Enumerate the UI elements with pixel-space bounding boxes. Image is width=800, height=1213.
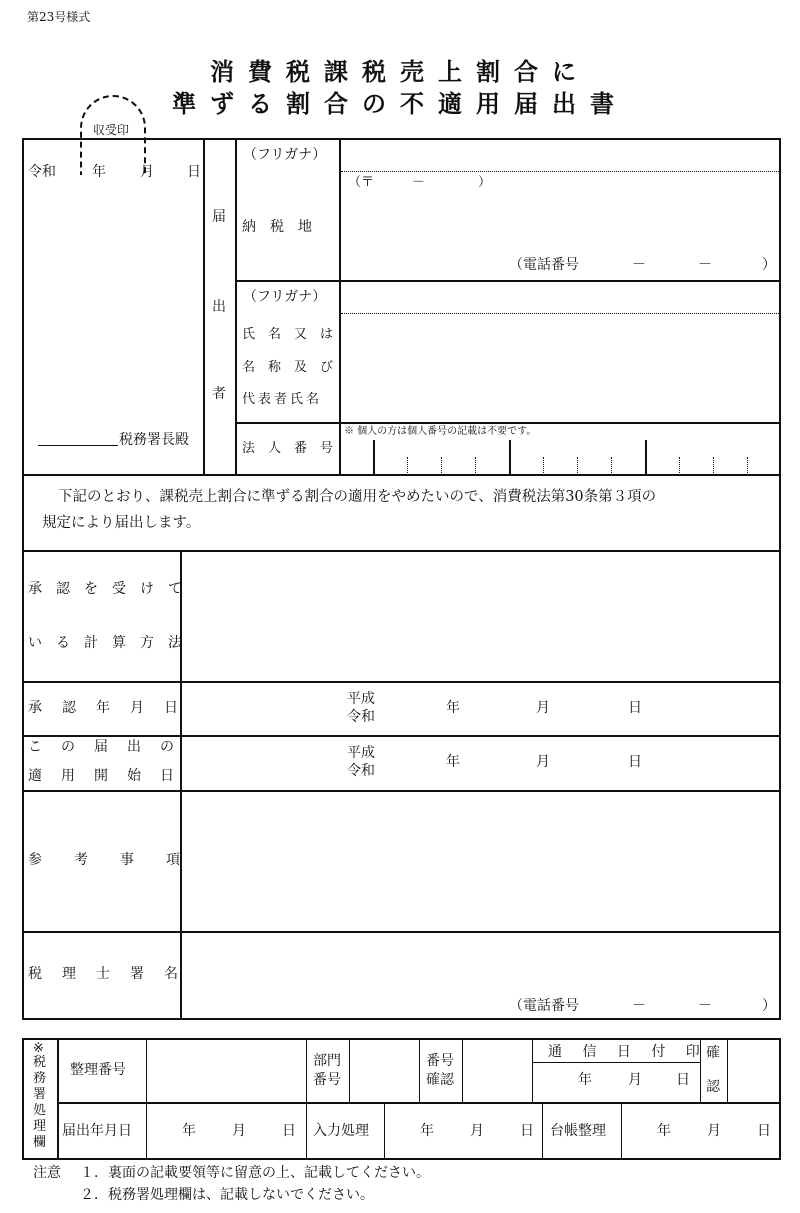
ledger-day: 日 — [757, 1123, 771, 1139]
phone-dash-2: － — [698, 257, 712, 273]
furigana-label-address: （フリガナ） — [243, 147, 327, 163]
start-era-reiwa: 令和 — [347, 763, 375, 779]
approval-era-heisei: 平成 — [347, 691, 375, 707]
ledger-year: 年 — [657, 1123, 671, 1139]
submission-date-field[interactable] — [26, 164, 201, 180]
filed-month: 月 — [232, 1123, 246, 1139]
receipt-stamp-label: 収受印 — [93, 123, 130, 137]
start-year: 年 — [446, 754, 460, 770]
form-title-line2: 準ずる割合の不適用届出書 — [172, 90, 628, 118]
input-label: 入力処理 — [313, 1123, 369, 1139]
input-day: 日 — [520, 1123, 534, 1139]
kakunin-label-1: 確 — [706, 1045, 720, 1061]
tsushin-label: 通 信 日 付 印 — [548, 1044, 708, 1060]
tax-office-field[interactable] — [36, 428, 118, 446]
reference-label: 参考事項 — [28, 852, 212, 868]
office-vertical-1: 税 — [33, 1055, 47, 1070]
phone-close: ） — [762, 257, 776, 273]
approval-day: 日 — [628, 700, 642, 716]
tax-accountant-phone-label: （電話番号 — [509, 998, 579, 1014]
statement-line1: 下記のとおり、課税売上割合に準ずる割合の適用をやめたいので、消費税法第30条第３項の — [58, 489, 657, 505]
postal-dash: － — [412, 175, 426, 190]
office-mark: ※ — [33, 1041, 44, 1056]
furigana-label-name: （フリガナ） — [243, 289, 327, 305]
month-label: 月 — [140, 164, 154, 180]
office-vertical-3: 署 — [33, 1087, 47, 1102]
address-label: 納 税 地 — [242, 219, 312, 235]
name-label-line1: 氏 名 又 は — [242, 327, 334, 342]
corp-number-note: ※ 個人の方は個人番号の記載は不要です。 — [344, 426, 537, 437]
method-field[interactable] — [184, 554, 778, 678]
notes-item1: １．裏面の記載要領等に留意の上、記載してください。 — [80, 1165, 430, 1181]
filed-year: 年 — [182, 1123, 196, 1139]
name-field[interactable] — [342, 316, 778, 420]
apply-start-field[interactable] — [184, 739, 778, 788]
name-furigana-field[interactable] — [342, 284, 778, 312]
corp-number-label: 法 人 番 号 — [242, 441, 334, 456]
apply-start-label-line1: この届出の — [28, 739, 193, 755]
notes-item2: ２．税務署処理欄は、記載しないでください。 — [80, 1187, 374, 1203]
approval-date-field[interactable] — [184, 685, 778, 733]
form-number: 第23号様式 — [27, 10, 91, 24]
start-month: 月 — [536, 754, 550, 770]
ledger-label: 台帳整理 — [550, 1123, 606, 1139]
tax-accountant-phone-dash-2: － — [698, 998, 712, 1014]
input-year: 年 — [420, 1123, 434, 1139]
reference-field[interactable] — [184, 794, 778, 929]
start-era-heisei: 平成 — [347, 745, 375, 761]
submitter-label-3: 者 — [212, 386, 226, 402]
tsushin-year: 年 — [578, 1072, 592, 1088]
kakunin-label-2: 認 — [706, 1079, 720, 1095]
form-title-line1: 消費税課税売上割合に — [210, 58, 590, 86]
start-day: 日 — [628, 754, 642, 770]
address-field[interactable] — [342, 190, 778, 248]
name-label-line2: 名 称 及 び — [242, 360, 334, 375]
office-vertical-6: 欄 — [33, 1135, 47, 1150]
name-label-line3: 代表者氏名 — [242, 392, 323, 407]
filed-date-label: 届出年月日 — [62, 1123, 132, 1139]
bango-label-1: 番号 — [426, 1053, 454, 1069]
approval-year: 年 — [446, 700, 460, 716]
filed-day: 日 — [282, 1123, 296, 1139]
tsushin-month: 月 — [628, 1072, 642, 1088]
office-vertical-4: 処 — [33, 1103, 47, 1118]
apply-start-label-line2: 適用開始日 — [28, 768, 193, 784]
address-furigana-field[interactable] — [342, 142, 778, 170]
tax-accountant-phone-close: ） — [762, 998, 776, 1014]
phone-dash-1: － — [632, 257, 646, 273]
method-label-line1: 承認を受けて — [28, 581, 196, 597]
statement-line2: 規定により届出します。 — [42, 515, 201, 531]
method-label-line2: いる計算方法 — [28, 635, 196, 651]
approval-month: 月 — [536, 700, 550, 716]
office-vertical-2: 務 — [33, 1071, 47, 1086]
approval-era-reiwa: 令和 — [347, 709, 375, 725]
year-label: 年 — [92, 164, 106, 180]
phone-label: （電話番号 — [509, 257, 579, 273]
office-vertical-5: 理 — [33, 1119, 47, 1134]
postal-close: ） — [478, 175, 492, 190]
tsushin-day: 日 — [676, 1072, 690, 1088]
bumon-label-2: 番号 — [313, 1072, 341, 1088]
seiri-label: 整理番号 — [70, 1062, 126, 1078]
tax-accountant-phone-dash-1: － — [632, 998, 646, 1014]
notes-prefix: 注意 — [33, 1165, 61, 1181]
bumon-label-1: 部門 — [313, 1053, 341, 1069]
tax-accountant-label: 税理士署名 — [28, 966, 198, 982]
ledger-month: 月 — [707, 1123, 721, 1139]
tax-accountant-field[interactable] — [184, 935, 778, 1017]
era-label: 令和 — [28, 164, 56, 180]
submitter-label-1: 届 — [212, 209, 226, 225]
submitter-label-2: 出 — [212, 299, 226, 315]
input-month: 月 — [470, 1123, 484, 1139]
approval-date-label: 承認年月日 — [28, 700, 198, 716]
postal-open: （〒 — [348, 175, 375, 190]
day-label: 日 — [187, 164, 201, 180]
tax-office-suffix: 税務署長殿 — [119, 432, 189, 448]
bango-label-2: 確認 — [426, 1072, 454, 1088]
